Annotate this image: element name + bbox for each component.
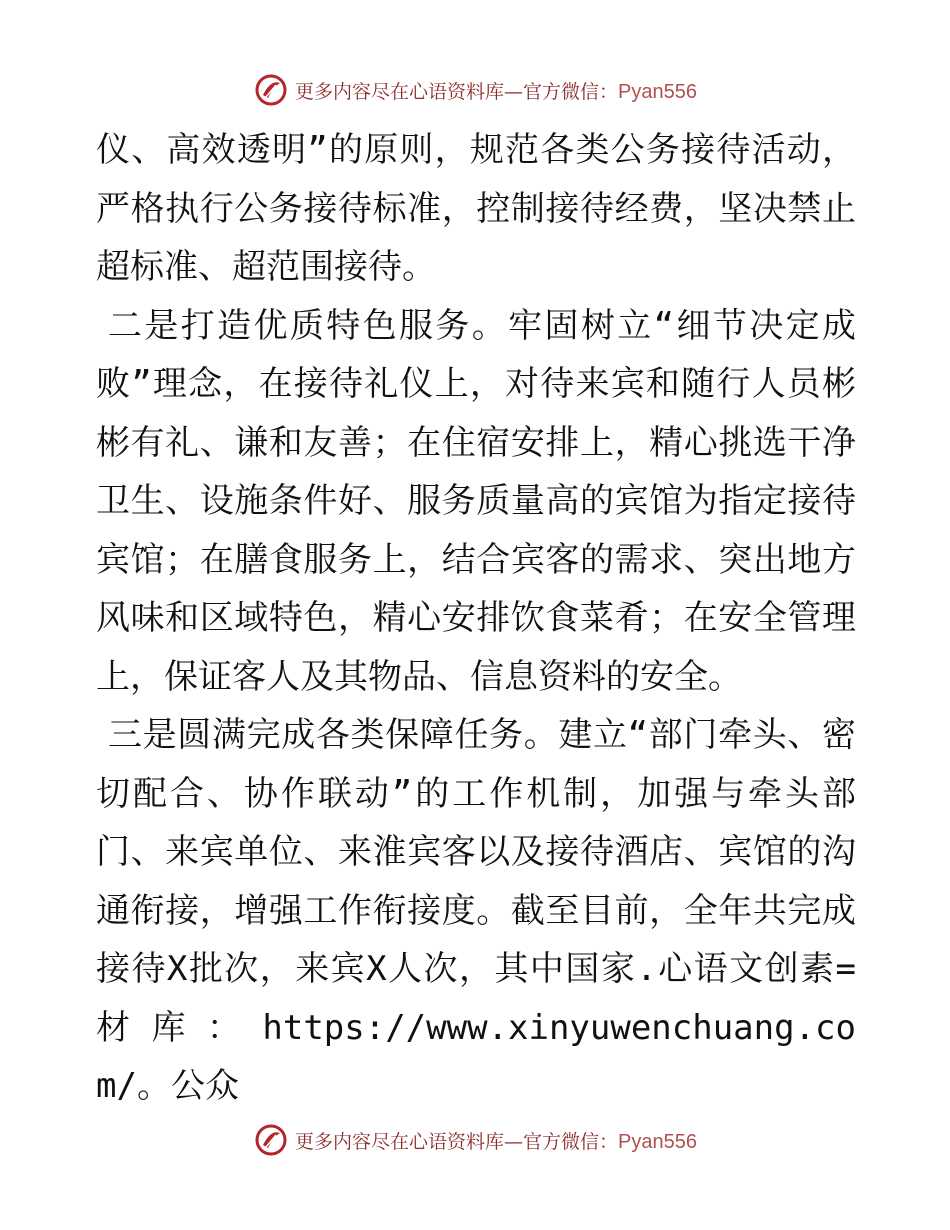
footer-text: 更多内容尽在心语资料库—官方微信：Pyan556 <box>295 1130 697 1153</box>
footer-banner <box>0 1120 950 1160</box>
paragraph-1: 仪、高效透明”的原则，规范各类公务接待活动，严格执行公务接待标准，控制接待经费，坚决禁止超标准、超范围接待。 <box>96 130 856 287</box>
header-banner <box>0 70 950 110</box>
brand-logo-icon <box>253 72 289 108</box>
brand-logo-icon <box>253 1122 289 1158</box>
header-text: 更多内容尽在心语资料库—官方微信：Pyan556 <box>295 80 697 103</box>
paragraph-3: 三是圆满完成各类保障任务。建立“部门牵头、密切配合、协作联动”的工作机制，加强与牵头部门、来宾单位、来淮宾客以及接待酒店、宾馆的沟通衔接，增强工作衔接度。截至目前，全年共完成接待X批次，来宾X人次，其中国家.心语文创素=材库：https://www.xinyuwenchuang.com/。公众 <box>96 715 856 1106</box>
document-body <box>96 121 856 1116</box>
footer-wechat-id: Pyan556 <box>618 1130 697 1153</box>
header-wechat-id: Pyan556 <box>618 80 697 103</box>
paragraph-2: 二是打造优质特色服务。牢固树立“细节决定成败”理念，在接待礼仪上，对待来宾和随行人员彬彬有礼、谦和友善；在住宿安排上，精心挑选干净卫生、设施条件好、服务质量高的宾馆为指定接待宾馆；在膳食服务上，结合宾客的需求、突出地方风味和区域特色，精心安排饮食菜肴；在安全管理上，保证客人及其物品、信息资料的安全。 <box>96 305 856 697</box>
